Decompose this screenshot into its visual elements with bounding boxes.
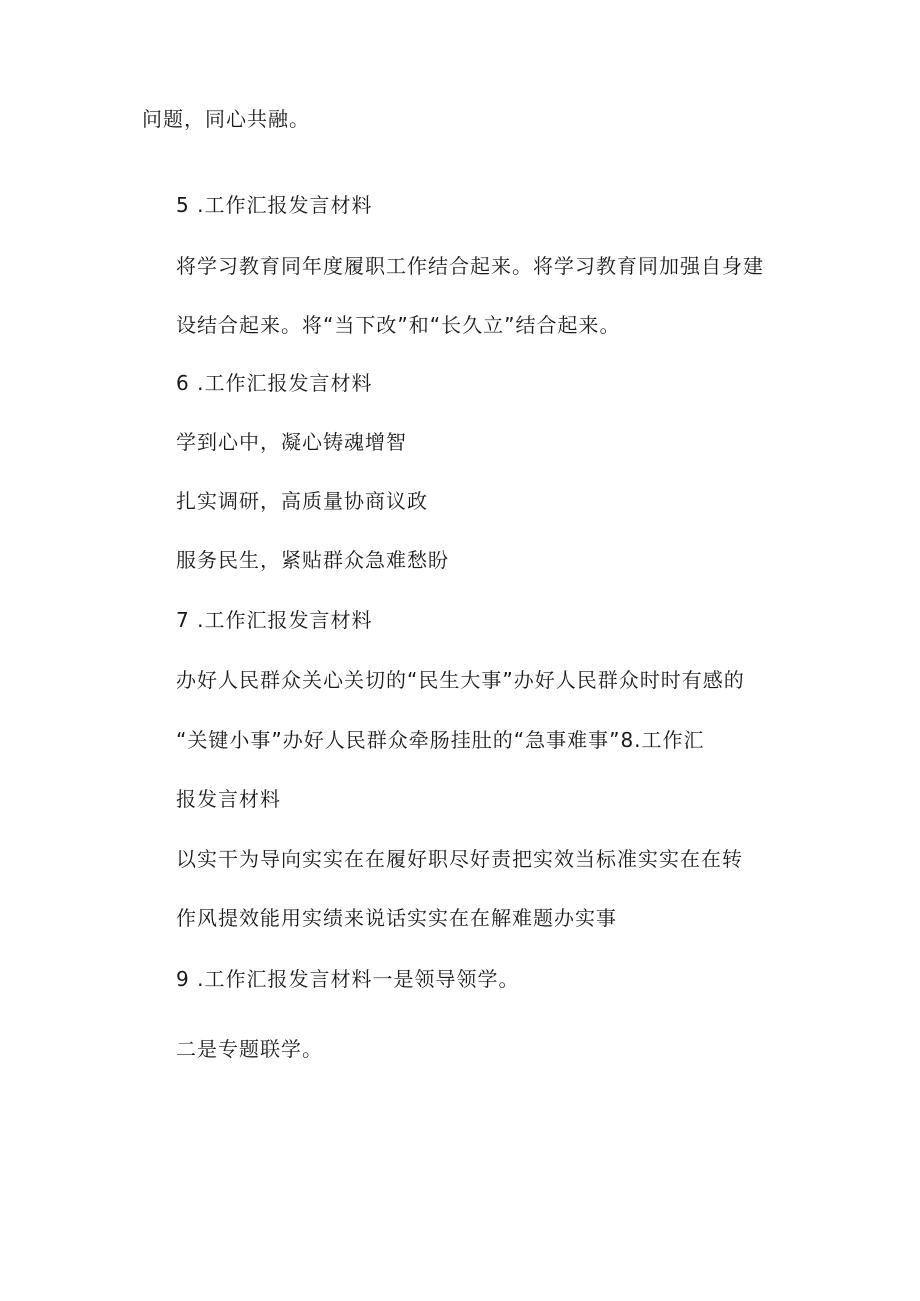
section-heading-6: 6 .工作汇报发言材料 [176,371,373,395]
paragraph-line: 二是专题联学。 [176,1037,323,1061]
paragraph-line: 学到心中，凝心铸魂增智 [176,430,407,454]
section-heading-7: 7 .工作汇报发言材料 [176,608,373,632]
paragraph-line: 设结合起来。将“当下改”和“长久立”结合起来。 [176,313,621,337]
paragraph-line: 办好人民群众关心关切的“民生大事”办好人民群众时时有感的 [176,668,745,692]
paragraph-line: 以实干为导向实实在在履好职尽好责把实效当标准实实在在转 [176,847,743,871]
paragraph-line: 服务民生，紧贴群众急难愁盼 [176,548,449,572]
section-heading-5: 5 .工作汇报发言材料 [176,193,373,217]
paragraph-line: 扎实调研，高质量协商议政 [176,489,428,513]
paragraph-line: 作风提效能用实绩来说话实实在在解难题办实事 [176,906,617,930]
section-heading-9: 9 .工作汇报发言材料一是领导领学。 [176,967,520,991]
paragraph-line: 报发言材料 [176,787,281,811]
paragraph-line: “关键小事”办好人民群众牵肠挂肚的“急事难事”8.工作汇 [176,728,705,752]
paragraph-line: 将学习教育同年度履职工作结合起来。将学习教育同加强自身建 [176,254,764,278]
paragraph-continuation: 问题，同心共融。 [142,107,310,131]
